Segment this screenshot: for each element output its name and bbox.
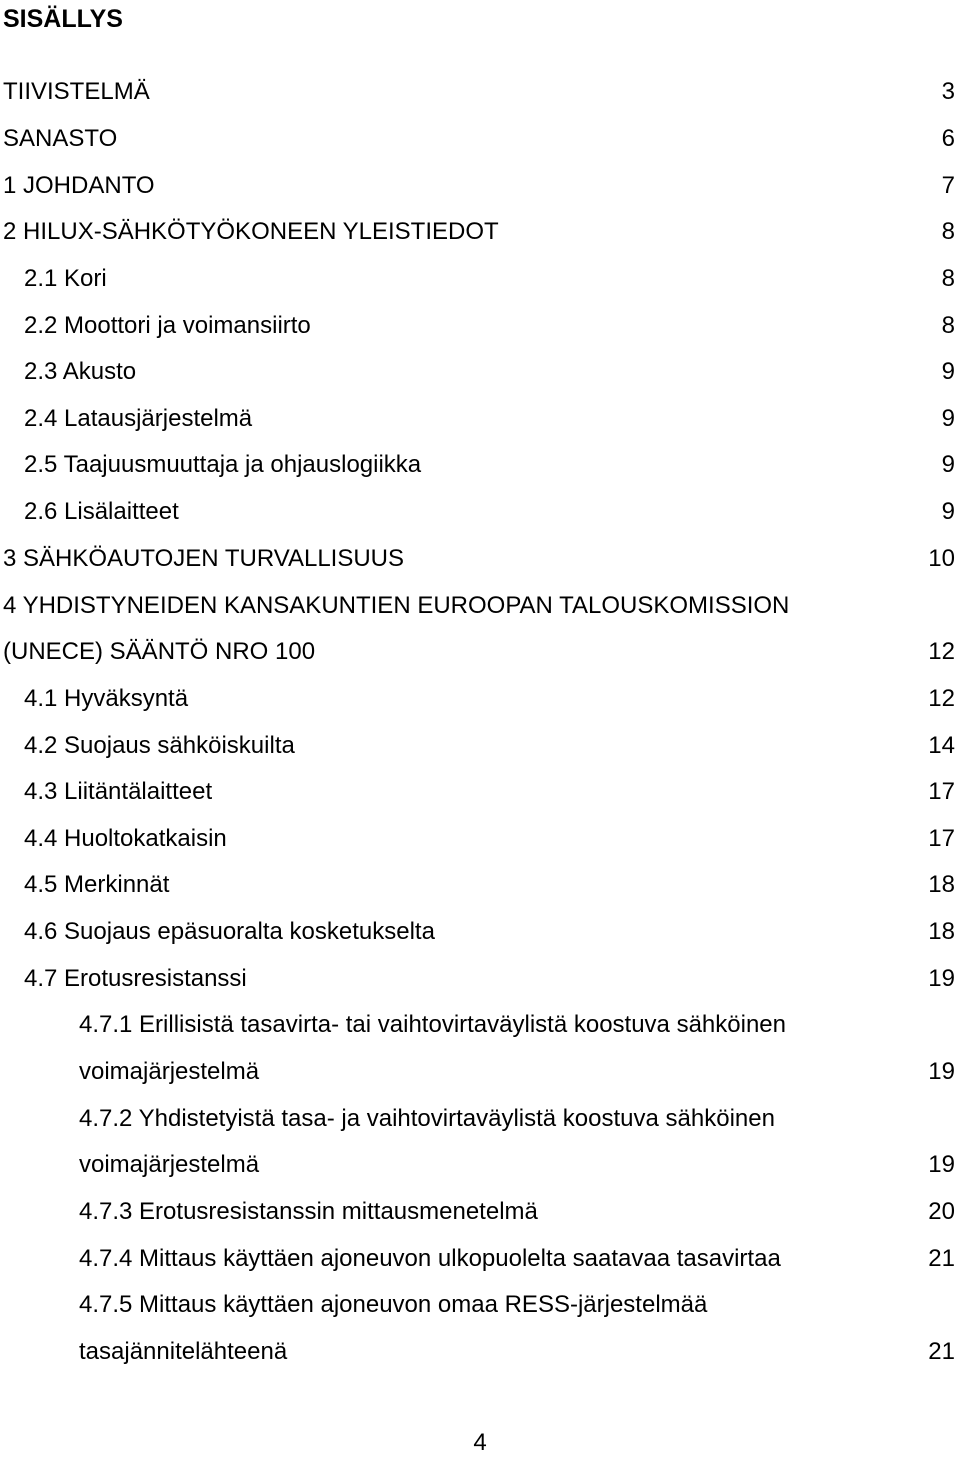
toc-entry[interactable] <box>0 170 960 202</box>
toc-entry-title: 4.7.1 Erillisistä tasavirta- tai vaihtovirtaväylistä koostuva sähköinen <box>79 1011 786 1038</box>
toc-entry-title: SANASTO <box>3 125 118 152</box>
toc-entry-page: 19 <box>928 965 955 992</box>
toc-entry[interactable] <box>0 1056 960 1088</box>
toc-entry-page: 20 <box>928 1198 955 1225</box>
toc-entry[interactable] <box>0 1009 960 1041</box>
toc-entry[interactable] <box>0 123 960 155</box>
toc-entry-title: 4.6 Suojaus epäsuoralta kosketukselta <box>24 918 435 945</box>
toc-entry[interactable] <box>0 263 960 295</box>
toc-entry[interactable] <box>0 1243 960 1275</box>
toc-entry[interactable] <box>0 543 960 575</box>
toc-entry[interactable] <box>0 1149 960 1181</box>
toc-entry[interactable] <box>0 869 960 901</box>
toc-entry-page: 9 <box>941 405 955 432</box>
toc-entry[interactable] <box>0 590 960 622</box>
toc-entry-title: 2.1 Kori <box>24 265 107 292</box>
toc-entry-page: 17 <box>928 825 955 852</box>
toc-entry-title: (UNECE) SÄÄNTÖ NRO 100 <box>3 638 316 665</box>
toc-entry-page: 8 <box>941 312 955 339</box>
toc-entry[interactable] <box>0 449 960 481</box>
toc-entry[interactable] <box>0 1289 960 1321</box>
toc-entry-title: 4.7.2 Yhdistetyistä tasa- ja vaihtovirtaväylistä koostuva sähköinen <box>79 1105 775 1132</box>
toc-entry[interactable] <box>0 963 960 995</box>
toc-entry-title: 4.7.4 Mittaus käyttäen ajoneuvon ulkopuolelta saatavaa tasavirtaa <box>79 1245 781 1272</box>
toc-entry-title: 4.7.3 Erotusresistanssin mittausmenetelmä <box>79 1198 538 1225</box>
page-number: 4 <box>473 1429 487 1456</box>
toc-entry-page: 10 <box>928 545 955 572</box>
toc-entry-title: 4.2 Suojaus sähköiskuilta <box>24 732 295 759</box>
toc-entry-title: 4.7 Erotusresistanssi <box>24 965 247 992</box>
toc-entry-title: 2.5 Taajuusmuuttaja ja ohjauslogiikka <box>24 451 422 478</box>
toc-entry[interactable] <box>0 636 960 668</box>
toc-entry-page: 19 <box>928 1058 955 1085</box>
toc-entry[interactable] <box>0 683 960 715</box>
toc-entry-title: voimajärjestelmä <box>79 1151 260 1178</box>
toc-entry-title: tasajännitelähteenä <box>79 1338 288 1365</box>
toc-entry[interactable] <box>0 496 960 528</box>
toc-entry-title: 3 SÄHKÖAUTOJEN TURVALLISUUS <box>3 545 405 572</box>
toc-entry-title: voimajärjestelmä <box>79 1058 260 1085</box>
toc-entry-page: 8 <box>941 218 955 245</box>
toc-entry-page: 9 <box>941 358 955 385</box>
toc-entry-page: 18 <box>928 871 955 898</box>
toc-entry-page: 12 <box>928 638 955 665</box>
toc-entry[interactable] <box>0 76 960 108</box>
toc-entry-page: 7 <box>941 172 955 199</box>
toc-entry-page: 17 <box>928 778 955 805</box>
toc-entry-title: 4.5 Merkinnät <box>24 871 170 898</box>
toc-entry-title: 2.3 Akusto <box>24 358 137 385</box>
toc-entry-title: 1 JOHDANTO <box>3 172 155 199</box>
toc-entry-page: 21 <box>928 1338 955 1365</box>
toc-entry[interactable] <box>0 1103 960 1135</box>
toc-entry-page: 8 <box>941 265 955 292</box>
toc-entry-title: 2 HILUX-SÄHKÖTYÖKONEEN YLEISTIEDOT <box>3 218 499 245</box>
toc-entry-title: 2.6 Lisälaitteet <box>24 498 179 525</box>
toc-entry-page: 19 <box>928 1151 955 1178</box>
toc-entry-title: TIIVISTELMÄ <box>3 78 150 105</box>
toc-entry-title: 4.1 Hyväksyntä <box>24 685 189 712</box>
toc-entry-page: 3 <box>941 78 955 105</box>
toc-entry-page: 6 <box>941 125 955 152</box>
toc-entry[interactable] <box>0 730 960 762</box>
toc-entry-page: 9 <box>941 498 955 525</box>
toc-entry-page: 14 <box>928 732 955 759</box>
toc-entry-title: 2.4 Latausjärjestelmä <box>24 405 253 432</box>
toc-entry[interactable] <box>0 356 960 388</box>
toc-entry-title: 2.2 Moottori ja voimansiirto <box>24 312 311 339</box>
toc-entry[interactable] <box>0 1336 960 1368</box>
toc-entry[interactable] <box>0 823 960 855</box>
toc-entry-page: 9 <box>941 451 955 478</box>
toc-entry-title: 4.7.5 Mittaus käyttäen ajoneuvon omaa RESS-järjestelmää <box>79 1291 708 1318</box>
toc-entry[interactable] <box>0 216 960 248</box>
toc-entry-title: 4.3 Liitäntälaitteet <box>24 778 213 805</box>
toc-entry[interactable] <box>0 776 960 808</box>
toc-entry[interactable] <box>0 310 960 342</box>
toc-entry-page: 12 <box>928 685 955 712</box>
toc-entry-page: 18 <box>928 918 955 945</box>
toc-entry-page: 21 <box>928 1245 955 1272</box>
toc-entry-title: 4.4 Huoltokatkaisin <box>24 825 227 852</box>
toc-entry[interactable] <box>0 403 960 435</box>
toc-entry[interactable] <box>0 916 960 948</box>
toc-entry[interactable] <box>0 1196 960 1228</box>
page-title: SISÄLLYS <box>3 5 123 33</box>
toc-entry-title: 4 YHDISTYNEIDEN KANSAKUNTIEN EUROOPAN TALOUSKOMISSION <box>3 592 790 619</box>
